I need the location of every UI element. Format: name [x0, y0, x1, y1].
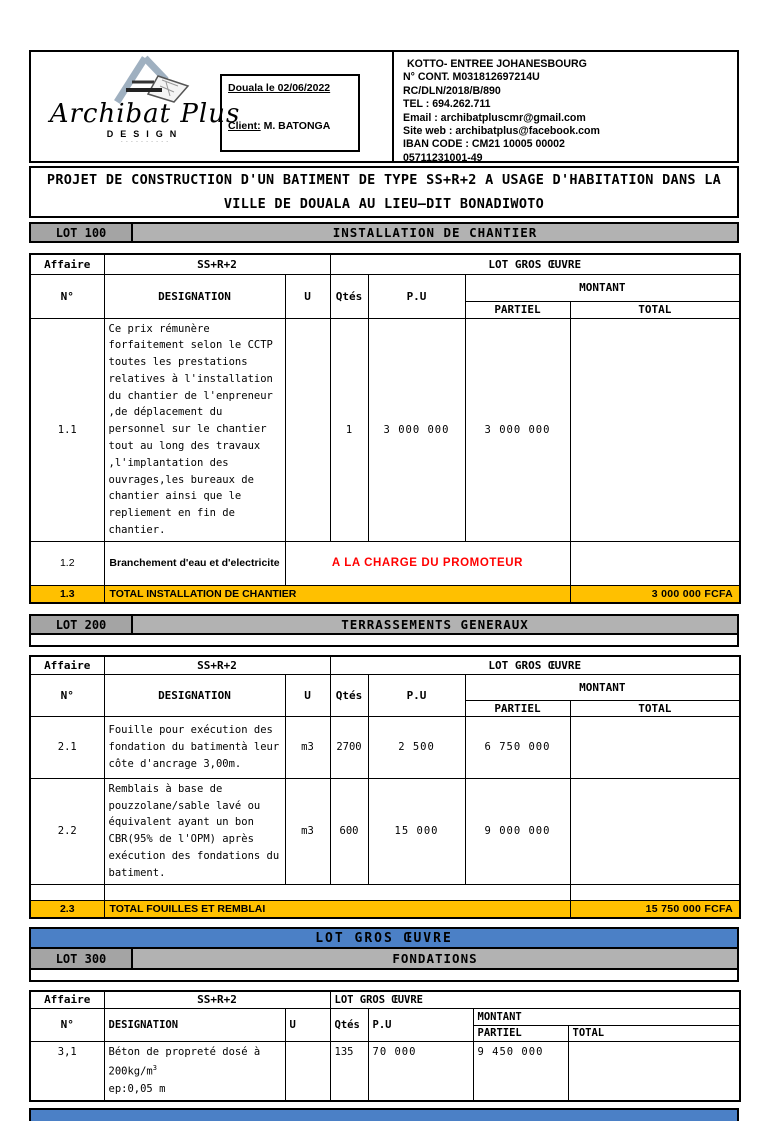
row-qty: 135 [330, 1041, 368, 1100]
contact-iban: IBAN CODE : CM21 10005 00002 [403, 138, 565, 151]
lot300-table [29, 990, 741, 1101]
client-label: Client: [228, 120, 261, 132]
row-designation: Remblais à base de pouzzolane/sable lavé ou équivalent ayant un bon CBR(95% de l'OPM) après exécution des fondations du batiment. [104, 778, 285, 884]
row-partiel: 9 000 000 [465, 778, 570, 884]
col-total: TOTAL [570, 301, 740, 318]
row-num: 1.1 [30, 318, 104, 541]
row-qty: 2700 [330, 716, 368, 778]
affaire-label: Affaire [30, 254, 104, 274]
lot-label: LOT GROS ŒUVRE [330, 656, 740, 674]
designation-text: Béton de propreté dosé à 200kg/m [108, 1045, 261, 1078]
col-qty: Qtés [330, 1008, 368, 1041]
table-row [30, 541, 740, 585]
lot200-table [29, 655, 741, 919]
affaire-value: SS+R+2 [104, 656, 330, 674]
affaire-row [30, 991, 740, 1008]
row-designation: Ce prix rémunère forfaitement selon le CCTP toutes les prestations relatives à l'installation du chantier de l'enpreneur ,de déplacement du personnel sur le chantier tout au long des travaux ,l'implantation des ouvrages,les bureaux de chantier ainsi que le repliement en fin de chantier. [104, 318, 285, 541]
cell [104, 884, 570, 900]
logo-panel [31, 52, 394, 161]
columns-header-row [30, 674, 740, 700]
project-title-box [29, 166, 739, 218]
col-pu: P.U [368, 1008, 473, 1041]
total-row [30, 900, 740, 918]
affaire-value: SS+R+2 [104, 991, 330, 1008]
row-partiel: 9 450 000 [473, 1041, 568, 1100]
col-unit: U [285, 674, 330, 716]
empty-strip [29, 970, 739, 982]
row-pu: 15 000 [368, 778, 465, 884]
col-num: N° [30, 674, 104, 716]
row-unit [285, 318, 330, 541]
lot200-title: TERRASSEMENTS GENERAUX [133, 616, 737, 633]
total-row [30, 585, 740, 603]
col-total: TOTAL [570, 700, 740, 716]
company-logo [45, 56, 245, 145]
client-name: M. BATONGA [260, 120, 331, 132]
lot200-section-header [29, 614, 739, 647]
lot-label: LOT GROS ŒUVRE [330, 254, 740, 274]
row-designation: Branchement d'eau et d'electricite [104, 541, 285, 585]
total-label: TOTAL FOUILLES ET REMBLAI [104, 900, 570, 918]
total-label: TOTAL INSTALLATION DE CHANTIER [104, 585, 570, 603]
col-num: N° [30, 1008, 104, 1041]
contact-email: Email : archibatpluscmr@gmail.com [403, 111, 586, 124]
row-qty: 600 [330, 778, 368, 884]
lot-label: LOT GROS ŒUVRE [330, 991, 740, 1008]
row-num: 2.2 [30, 778, 104, 884]
col-designation: DESIGNATION [104, 1008, 285, 1041]
date-line: Douala le 02/06/2022 [228, 82, 331, 94]
lot100-bar [29, 222, 739, 243]
document-header [29, 50, 739, 163]
cutoff-section-bar [29, 1108, 739, 1121]
cell [30, 884, 104, 900]
row-total [570, 318, 740, 541]
affaire-label: Affaire [30, 656, 104, 674]
row-designation: Fouille pour exécution des fondation du batimentà leur côte d'ancrage 3,00m. [104, 716, 285, 778]
col-unit: U [285, 274, 330, 318]
lot300-section-header [29, 927, 739, 982]
col-montant: MONTANT [473, 1008, 740, 1025]
project-title: PROJET DE CONSTRUCTION D'UN BATIMENT DE TYPE SS+R+2 A USAGE D'HABITATION DANS LA VILLE DE DOUALA AU LIEU–DIT BONADIWOTO [46, 172, 722, 212]
col-pu: P.U [368, 674, 465, 716]
designation-sup: 3 [152, 1064, 157, 1073]
col-total: TOTAL [568, 1025, 740, 1041]
row-num: 2.1 [30, 716, 104, 778]
lot200-bar [29, 614, 739, 635]
date-client-box [220, 74, 360, 152]
affaire-value: SS+R+2 [104, 254, 330, 274]
row-total [570, 778, 740, 884]
cell [570, 884, 740, 900]
contact-siteweb: Site web : archibatplus@facebook.com [403, 125, 600, 138]
col-montant: MONTANT [465, 674, 740, 700]
lot300-title: FONDATIONS [133, 949, 737, 968]
columns-header-row [30, 274, 740, 301]
row-qty: 1 [330, 318, 368, 541]
contact-block [394, 52, 737, 164]
gros-oeuvre-banner: LOT GROS ŒUVRE [29, 927, 739, 949]
row-pu: 2 500 [368, 716, 465, 778]
contact-iban2: 05711231001-49 [403, 151, 483, 164]
row-partiel: 6 750 000 [465, 716, 570, 778]
row-total [570, 716, 740, 778]
col-partiel: PARTIEL [465, 301, 570, 318]
logo-design-label: DESIGN [106, 129, 184, 139]
contact-address: KOTTO- ENTREE JOHANESBOURG [407, 58, 587, 70]
logo-name: Archibat Plus [49, 99, 241, 129]
col-unit: U [285, 1008, 330, 1041]
document-page [0, 50, 768, 1095]
row-unit: m3 [285, 716, 330, 778]
row-num: 1.2 [30, 541, 104, 585]
col-num: N° [30, 274, 104, 318]
table-row [30, 318, 740, 541]
row-designation [104, 1041, 285, 1100]
col-qty: Qtés [330, 274, 368, 318]
logo-dots: - - - - - - - - - - [120, 139, 170, 145]
col-designation: DESIGNATION [104, 274, 285, 318]
empty-strip [29, 635, 739, 647]
columns-header-row [30, 1008, 740, 1025]
contact-rc: RC/DLN/2018/B/890 [403, 84, 501, 97]
col-designation: DESIGNATION [104, 674, 285, 716]
row-pu: 3 000 000 [368, 318, 465, 541]
lot300-bar [29, 949, 739, 970]
lot100-code: LOT 100 [31, 224, 133, 241]
total-amount: 3 000 000 FCFA [570, 585, 740, 603]
lot200-code: LOT 200 [31, 616, 133, 633]
client-line [228, 120, 352, 132]
col-montant: MONTANT [465, 274, 740, 301]
contact-cont-number: N° CONT. M031812697214U [403, 71, 540, 84]
row-unit: m3 [285, 778, 330, 884]
col-qty: Qtés [330, 674, 368, 716]
row-pu: 70 000 [368, 1041, 473, 1100]
total-amount: 15 750 000 FCFA [570, 900, 740, 918]
row-total [570, 541, 740, 585]
row-num: 3,1 [30, 1041, 104, 1100]
table-row [30, 1041, 740, 1100]
table-row [30, 778, 740, 884]
affaire-label: Affaire [30, 991, 104, 1008]
row-unit [285, 1041, 330, 1100]
row-partiel: 3 000 000 [465, 318, 570, 541]
spacer-row [30, 884, 740, 900]
affaire-row [30, 656, 740, 674]
row-total [568, 1041, 740, 1100]
lot100-title: INSTALLATION DE CHANTIER [133, 224, 737, 241]
col-partiel: PARTIEL [473, 1025, 568, 1041]
contact-tel: TEL : 694.262.711 [403, 98, 491, 111]
table-row [30, 716, 740, 778]
total-num: 1.3 [30, 585, 104, 603]
promoter-charge-note: A LA CHARGE DU PROMOTEUR [285, 541, 570, 585]
lot100-table [29, 253, 741, 604]
designation-line2: ep:0,05 m [108, 1082, 166, 1095]
affaire-row [30, 254, 740, 274]
col-pu: P.U [368, 274, 465, 318]
lot300-code: LOT 300 [31, 949, 133, 968]
total-num: 2.3 [30, 900, 104, 918]
col-partiel: PARTIEL [465, 700, 570, 716]
